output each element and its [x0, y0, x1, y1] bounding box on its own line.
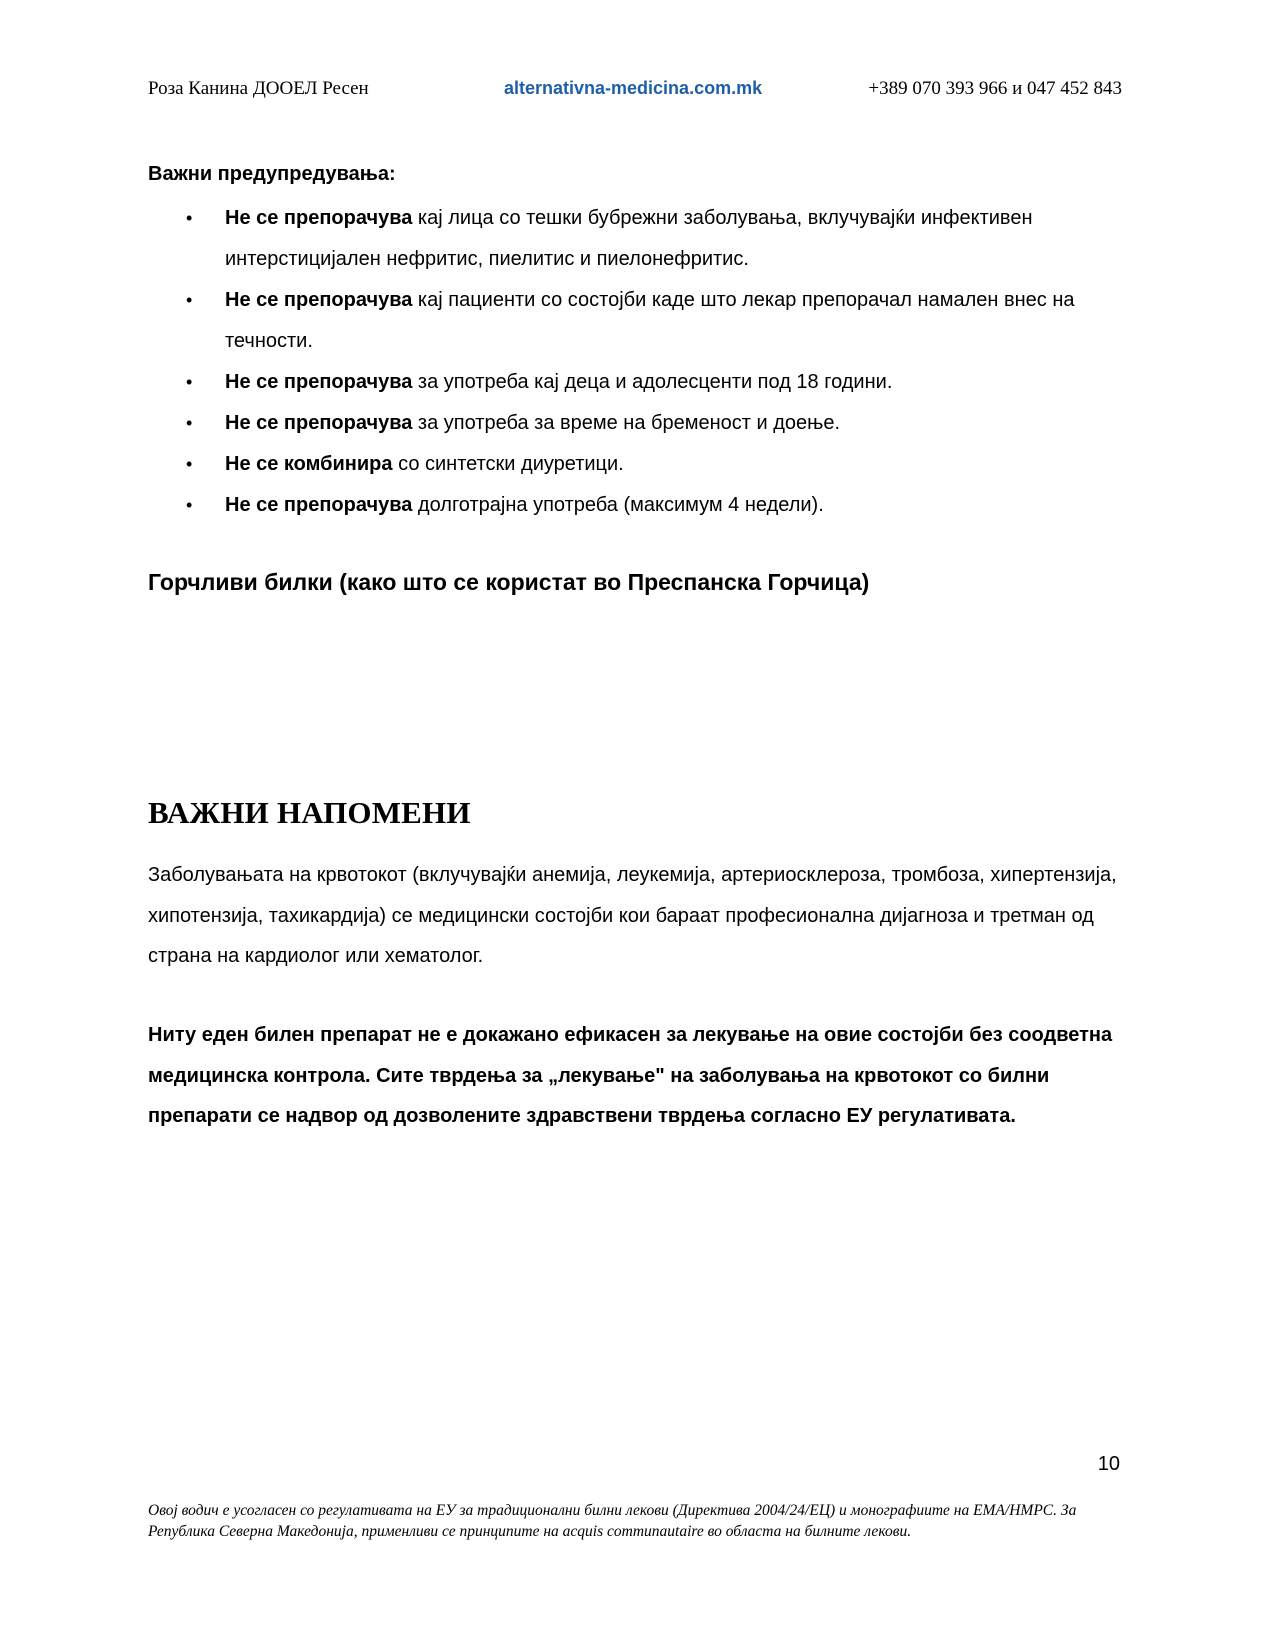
- warnings-list: [148, 198, 1108, 526]
- warning-text: долготрајна употреба (максимум 4 недели).: [412, 494, 824, 516]
- notes-paragraph: Заболувањата на крвотокот (вклучувајќи анемија, леукемија, артериосклероза, тромбоза, хипертензија, хипотензија, тахикардија) се медицински состојби кои бараат професионална дијагноза и третман од страна на кардиолог или хематолог.: [148, 864, 1117, 967]
- notes-disclaimer: Ниту еден билен препарат не е докажано ефикасен за лекување на овие состојби без соодветна медицинска контрола. Сите тврдења за „лекување" на заболувања на крвотокот со билни препарати се надвор од дозволените здравствени тврдења согласно ЕУ регулативата.: [148, 1024, 1113, 1127]
- page-header: [148, 78, 1122, 106]
- website-link[interactable]: alternativna-medicina.com.mk: [504, 78, 763, 98]
- notes-heading: ВАЖНИ НАПОМЕНИ: [148, 795, 471, 830]
- bullet-icon: •: [186, 413, 193, 433]
- warning-text: за употреба за време на бременост и доење.: [412, 412, 841, 434]
- warning-text: за употреба кај деца и адолесценти под 18 години.: [412, 371, 893, 393]
- list-item: [148, 362, 1108, 403]
- list-item: [148, 485, 1108, 526]
- warning-text: со синтетски диуретици.: [392, 453, 624, 475]
- list-item: [148, 403, 1108, 444]
- warning-text: кај пациенти со состојби каде што лекар препорачал намален внес на течности.: [225, 289, 1075, 352]
- bullet-icon: •: [186, 454, 193, 474]
- warning-emphasis: Не се комбинира: [225, 453, 393, 475]
- warnings-heading: Важни предупредувања:: [148, 163, 396, 185]
- warning-emphasis: Не се препорачува: [225, 207, 413, 229]
- list-item: [148, 280, 1108, 362]
- bullet-icon: •: [186, 372, 193, 392]
- page-number: 10: [1097, 1453, 1120, 1475]
- list-item: [148, 198, 1108, 280]
- warning-emphasis: Не се препорачува: [225, 371, 413, 393]
- bullet-icon: •: [186, 495, 193, 515]
- list-item: [148, 444, 1108, 485]
- herbs-heading: Горчливи билки (како што се користат во Преспанска Горчица): [148, 569, 870, 595]
- phone-numbers: +389 070 393 966 и 047 452 843: [868, 78, 1122, 99]
- warning-text: кај лица со тешки бубрежни заболувања, вклучувајќи инфективен интерстицијален нефритис, пиелитис и пиелонефритис.: [225, 207, 1033, 270]
- bullet-icon: •: [186, 290, 193, 310]
- warning-emphasis: Не се препорачува: [225, 412, 413, 434]
- page-footer: Овој водич е усогласен со регулативата на ЕУ за традиционални билни лекови (Директива 2004/24/ЕЦ) и монографиите на EMA/HMPC. За Република Северна Македонија, применливи се принципите на acquis communautaire во областа на билните лекови.: [148, 1502, 1077, 1540]
- bullet-icon: •: [186, 208, 193, 228]
- company-name: Роза Канина ДООЕЛ Ресен: [148, 78, 369, 99]
- warning-emphasis: Не се препорачува: [225, 289, 413, 311]
- warning-emphasis: Не се препорачува: [225, 494, 413, 516]
